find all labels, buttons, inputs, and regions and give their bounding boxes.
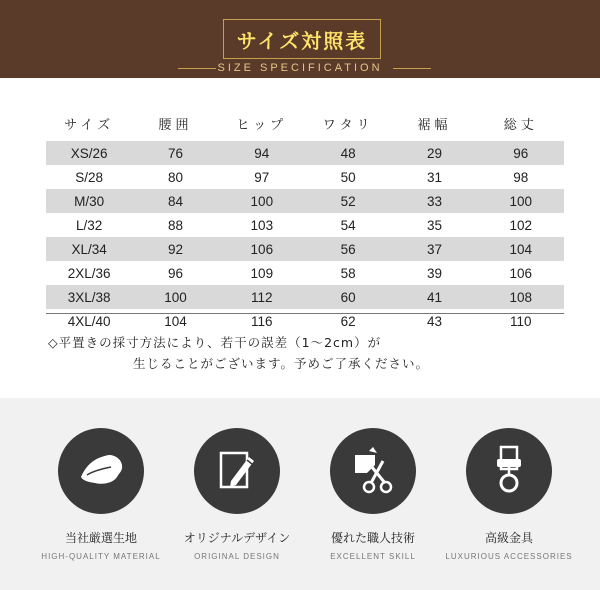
table-row [46,189,564,213]
table-bottom-border [46,313,564,314]
size-cell: XS/26 [70,145,108,161]
column-header: 腰囲 [158,117,193,133]
measurement-note-line1: ◇平置きの採寸方法により、若干の誤差（1〜2cm）が [48,335,382,350]
measurement-cell: 98 [513,169,529,185]
feature-label: 当社厳選生地 [64,531,137,545]
size-cell: M/30 [74,193,105,209]
size-cell: S/28 [75,169,104,185]
feature-icon-circle [58,428,144,514]
measurement-note-line2: 生じることがございます。予めご了承ください。 [133,356,430,371]
feature-design [167,428,307,561]
feature-sublabel: ORIGINAL DESIGN [194,552,280,561]
measurement-cell: 103 [250,217,274,233]
column-header: ワタリ [322,117,374,133]
measurement-cell: 33 [426,193,442,209]
divider-right [393,68,431,69]
feature-sublabel: EXCELLENT SKILL [330,552,416,561]
measurement-cell: 41 [426,289,442,305]
measurement-cell: 31 [426,169,442,185]
page-subtitle: SIZE SPECIFICATION [217,62,383,74]
page-title: サイズ対照表 [236,28,368,53]
column-header: 総丈 [503,117,538,133]
measurement-cell: 58 [340,265,356,281]
measurement-cell: 29 [426,145,442,161]
measurement-cell: 48 [340,145,356,161]
measurement-cell: 35 [426,217,442,233]
measurement-cell: 100 [509,193,533,209]
measurement-cell: 106 [509,265,533,281]
measurement-cell: 54 [340,217,356,233]
measurement-cell: 52 [340,193,356,209]
measurement-cell: 112 [251,289,273,305]
feature-label: オリジナルデザイン [183,531,291,545]
header-banner [0,0,600,78]
measurement-cell: 60 [340,289,356,305]
measurement-cell: 106 [250,241,274,257]
table-row [46,213,564,237]
measurement-cell: 43 [426,313,442,329]
buckle-icon [481,443,537,499]
table-row [46,261,564,285]
measurement-cell: 84 [167,193,183,209]
measurement-cell: 110 [510,313,532,329]
leather-icon [73,443,129,499]
measurement-cell: 100 [250,193,274,209]
measurement-cell: 104 [164,313,187,329]
size-cell: XL/34 [71,241,107,257]
features-section [0,398,600,590]
measurement-cell: 109 [250,265,274,281]
table-row [46,285,564,309]
measurement-cell: 88 [167,217,183,233]
size-cell: 4XL/40 [67,313,111,329]
table-row [46,165,564,189]
feature-skill [303,428,443,561]
feature-icon-circle [466,428,552,514]
measurement-cell: 76 [167,145,183,161]
measurement-cell: 50 [340,169,356,185]
measurement-cell: 37 [426,241,442,257]
measurement-cell: 39 [426,265,442,281]
feature-icon-circle [194,428,280,514]
column-header: 裾幅 [417,117,452,133]
feature-icon-circle [330,428,416,514]
measurement-cell: 108 [509,289,533,305]
measurement-cell: 56 [340,241,356,257]
measurement-cell: 94 [254,145,270,161]
table-header-row [46,105,564,141]
size-cell: 3XL/38 [67,289,111,305]
measurement-cell: 80 [167,169,183,185]
scissors-icon [345,443,401,499]
measurement-cell: 100 [164,289,187,305]
measurement-cell: 102 [509,217,533,233]
feature-label: 優れた職人技術 [330,531,415,545]
feature-sublabel: LUXURIOUS ACCESSORIES [445,552,573,561]
column-header: サイズ [64,117,115,133]
feature-material [31,428,171,561]
measurement-cell: 96 [167,265,183,281]
size-cell: 2XL/36 [67,265,111,281]
size-table [46,105,564,333]
measurement-cell: 62 [340,313,356,329]
title-frame [223,19,381,59]
feature-label: 高級金具 [484,531,533,545]
size-cell: L/32 [76,217,103,233]
design-pencil-icon [209,443,265,499]
table-row [46,237,564,261]
table-row [46,141,564,165]
measurement-cell: 104 [509,241,533,257]
measurement-cell: 116 [251,313,273,329]
column-header: ヒップ [236,117,288,133]
measurement-cell: 97 [254,169,270,185]
measurement-cell: 96 [513,145,529,161]
feature-sublabel: HIGH-QUALITY MATERIAL [41,552,161,561]
measurement-cell: 92 [167,241,183,257]
feature-accessories [439,428,579,561]
